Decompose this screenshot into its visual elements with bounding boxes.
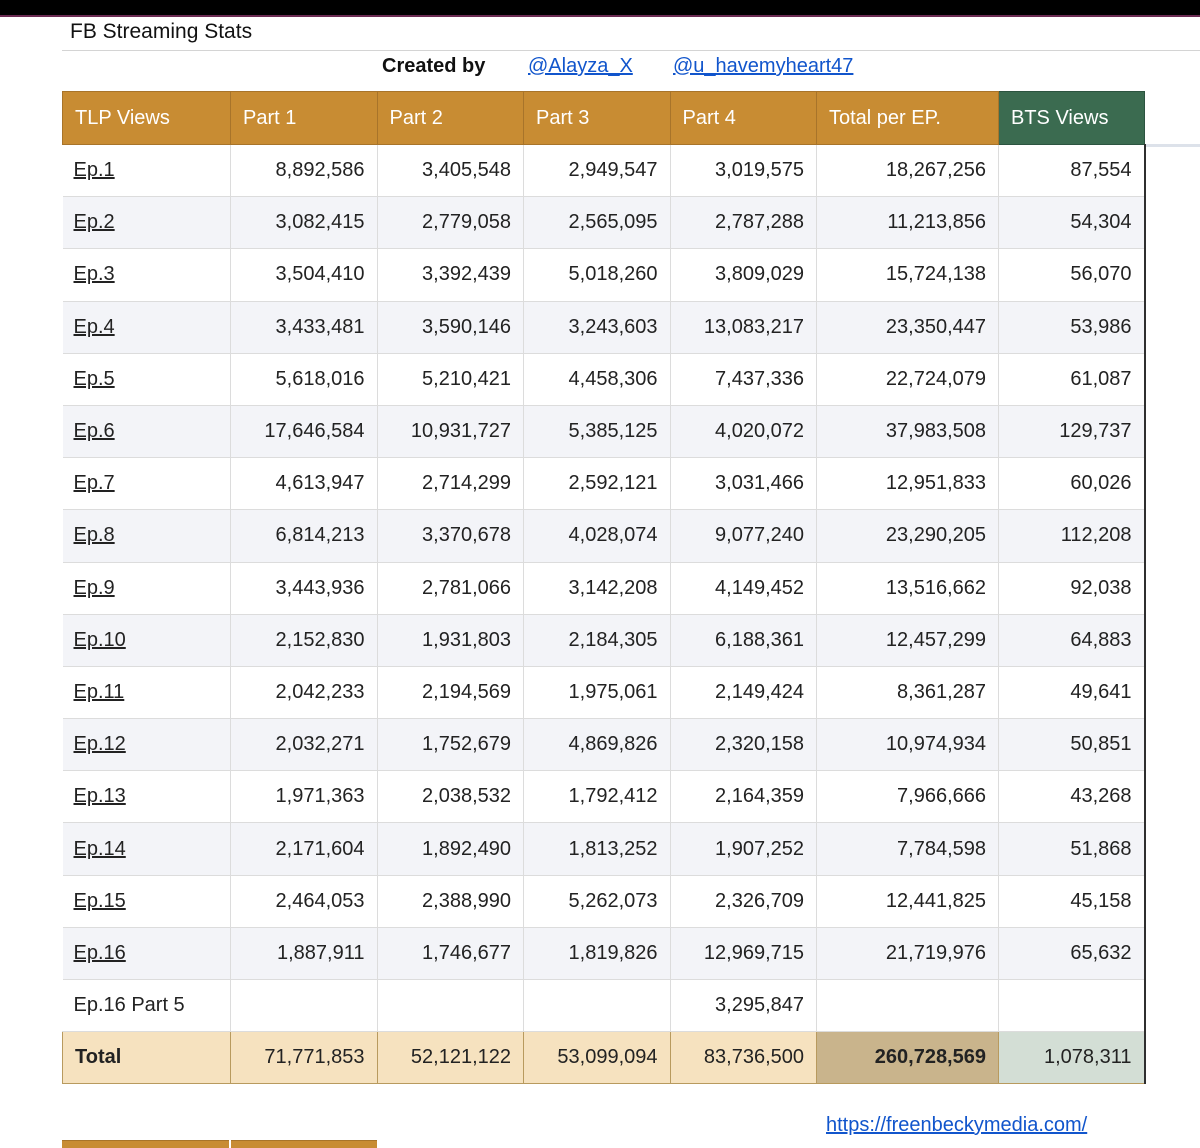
cell-episode[interactable] — [63, 875, 231, 927]
credit-link-alayza[interactable]: @Alayza_X — [528, 55, 633, 77]
cell-bts-views[interactable]: 65,632 — [999, 927, 1145, 979]
episode-link[interactable]: Ep.4 — [73, 315, 115, 338]
table-row — [63, 197, 1145, 249]
cell-part-3[interactable]: 1,975,061 — [524, 666, 671, 718]
table-row — [63, 614, 1145, 666]
cell-part-3[interactable]: 2,949,547 — [524, 145, 671, 197]
total-part-2[interactable]: 52,121,122 — [377, 1032, 524, 1084]
cell-bts-views[interactable]: 87,554 — [999, 145, 1145, 197]
cell-total-per-ep[interactable]: 15,724,138 — [817, 249, 999, 301]
cell-part-4[interactable]: 3,295,847 — [670, 980, 817, 1032]
cell-part-3[interactable]: 2,184,305 — [524, 614, 671, 666]
cell-part-4[interactable]: 13,083,217 — [670, 301, 817, 353]
episode-link[interactable]: Ep.10 — [73, 628, 126, 651]
cell-episode[interactable] — [63, 614, 231, 666]
cell-total-per-ep[interactable]: 10,974,934 — [817, 719, 999, 771]
cell-total-per-ep[interactable] — [817, 980, 999, 1032]
cell-bts-views[interactable]: 54,304 — [999, 197, 1145, 249]
cell-bts-views[interactable]: 112,208 — [999, 510, 1145, 562]
episode-link[interactable]: Ep.14 — [73, 837, 126, 860]
cell-total-per-ep[interactable]: 23,350,447 — [817, 301, 999, 353]
episode-link[interactable]: Ep.15 — [73, 889, 126, 912]
cell-total-per-ep[interactable]: 8,361,287 — [817, 666, 999, 718]
cell-part-4[interactable]: 2,787,288 — [670, 197, 817, 249]
cell-episode[interactable] — [63, 980, 231, 1032]
cell-part-2[interactable]: 2,038,532 — [377, 771, 524, 823]
cell-episode[interactable] — [63, 771, 231, 823]
cell-part-1[interactable]: 3,082,415 — [231, 197, 378, 249]
cell-episode[interactable] — [63, 353, 231, 405]
cell-part-3[interactable]: 5,018,260 — [524, 249, 671, 301]
cell-total-per-ep[interactable]: 7,784,598 — [817, 823, 999, 875]
header-edge-rule — [1146, 144, 1200, 147]
cell-part-1[interactable]: 3,433,481 — [231, 301, 378, 353]
cell-episode[interactable] — [63, 249, 231, 301]
cell-part-3[interactable]: 4,458,306 — [524, 353, 671, 405]
website-link[interactable]: https://freenbeckymedia.com/ — [826, 1114, 1088, 1136]
cell-part-3[interactable]: 3,243,603 — [524, 301, 671, 353]
episode-link[interactable]: Ep.8 — [73, 524, 115, 547]
cell-part-1[interactable]: 2,152,830 — [231, 614, 378, 666]
cell-bts-views[interactable]: 50,851 — [999, 719, 1145, 771]
cell-episode[interactable] — [63, 197, 231, 249]
table-row — [63, 666, 1145, 718]
table-row — [63, 458, 1145, 510]
cell-part-4[interactable]: 2,149,424 — [670, 666, 817, 718]
header-bts-views[interactable]: BTS Views — [999, 92, 1145, 145]
cell-part-1[interactable] — [231, 980, 378, 1032]
cell-part-4[interactable]: 6,188,361 — [670, 614, 817, 666]
cell-episode[interactable] — [63, 458, 231, 510]
cell-total-per-ep[interactable]: 11,213,856 — [817, 197, 999, 249]
cell-part-1[interactable]: 3,443,936 — [231, 562, 378, 614]
cell-part-1[interactable]: 1,887,911 — [231, 927, 378, 979]
cell-part-4[interactable]: 3,019,575 — [670, 145, 817, 197]
cell-bts-views[interactable]: 92,038 — [999, 562, 1145, 614]
cell-part-1[interactable]: 1,971,363 — [231, 771, 378, 823]
cell-part-3[interactable]: 5,385,125 — [524, 405, 671, 457]
cell-part-1[interactable]: 3,504,410 — [231, 249, 378, 301]
cell-part-1[interactable]: 6,814,213 — [231, 510, 378, 562]
cell-part-4[interactable]: 2,164,359 — [670, 771, 817, 823]
total-part-3[interactable]: 53,099,094 — [524, 1032, 671, 1084]
cell-part-1[interactable]: 17,646,584 — [231, 405, 378, 457]
cell-episode[interactable] — [63, 927, 231, 979]
cell-episode[interactable] — [63, 510, 231, 562]
cell-episode[interactable] — [63, 562, 231, 614]
totals-label[interactable]: Total — [63, 1032, 231, 1084]
cell-part-2[interactable]: 1,752,679 — [377, 719, 524, 771]
table-row — [63, 927, 1145, 979]
cell-bts-views[interactable]: 61,087 — [999, 353, 1145, 405]
cell-part-3[interactable]: 2,565,095 — [524, 197, 671, 249]
credits-row — [0, 55, 1200, 81]
cell-part-1[interactable]: 2,171,604 — [231, 823, 378, 875]
header-tlp-views[interactable]: TLP Views — [63, 92, 231, 145]
table-row — [63, 249, 1145, 301]
table-row — [63, 823, 1145, 875]
cell-bts-views[interactable]: 64,883 — [999, 614, 1145, 666]
episode-label: Ep.16 Part 5 — [73, 994, 185, 1017]
streaming-stats-table — [62, 91, 1146, 1084]
cell-part-2[interactable]: 3,392,439 — [377, 249, 524, 301]
episode-link[interactable]: Ep.6 — [73, 420, 115, 443]
cell-part-4[interactable]: 7,437,336 — [670, 353, 817, 405]
cell-part-4[interactable]: 9,077,240 — [670, 510, 817, 562]
cell-part-4[interactable]: 2,320,158 — [670, 719, 817, 771]
cell-bts-views[interactable]: 53,986 — [999, 301, 1145, 353]
table-body — [63, 145, 1145, 1032]
cell-part-3[interactable]: 4,028,074 — [524, 510, 671, 562]
episode-link[interactable]: Ep.13 — [73, 785, 126, 808]
cell-part-2[interactable]: 1,931,803 — [377, 614, 524, 666]
cell-part-2[interactable]: 5,210,421 — [377, 353, 524, 405]
cell-bts-views[interactable] — [999, 980, 1145, 1032]
top-window-bar — [0, 0, 1200, 16]
cell-part-2[interactable]: 3,405,548 — [377, 145, 524, 197]
totals-row — [63, 1032, 1145, 1084]
sheet-title: FB Streaming Stats — [70, 20, 253, 43]
table-row — [63, 771, 1145, 823]
cell-part-3[interactable] — [524, 980, 671, 1032]
cell-part-1[interactable]: 2,464,053 — [231, 875, 378, 927]
cell-part-2[interactable]: 2,194,569 — [377, 666, 524, 718]
cell-part-4[interactable]: 3,809,029 — [670, 249, 817, 301]
cell-part-3[interactable]: 1,813,252 — [524, 823, 671, 875]
episode-link[interactable]: Ep.2 — [73, 211, 115, 234]
cell-part-2[interactable]: 3,370,678 — [377, 510, 524, 562]
cell-total-per-ep[interactable]: 18,267,256 — [817, 145, 999, 197]
top-bar-accent — [0, 15, 1200, 17]
cell-part-2[interactable]: 2,388,990 — [377, 875, 524, 927]
cell-total-per-ep[interactable]: 7,966,666 — [817, 771, 999, 823]
cell-episode[interactable] — [63, 145, 231, 197]
cell-part-2[interactable]: 2,779,058 — [377, 197, 524, 249]
header-part-3[interactable]: Part 3 — [524, 92, 671, 145]
episode-link[interactable]: Ep.3 — [73, 263, 115, 286]
cell-part-3[interactable]: 1,819,826 — [524, 927, 671, 979]
cell-total-per-ep[interactable]: 12,441,825 — [817, 875, 999, 927]
header-part-4[interactable]: Part 4 — [670, 92, 817, 145]
cell-total-per-ep[interactable]: 12,457,299 — [817, 614, 999, 666]
table-row — [63, 145, 1145, 197]
cell-bts-views[interactable]: 45,158 — [999, 875, 1145, 927]
cell-part-3[interactable]: 1,792,412 — [524, 771, 671, 823]
cell-bts-views[interactable]: 60,026 — [999, 458, 1145, 510]
cell-part-1[interactable]: 5,618,016 — [231, 353, 378, 405]
cell-part-3[interactable]: 2,592,121 — [524, 458, 671, 510]
header-total-per-ep[interactable]: Total per EP. — [817, 92, 999, 145]
cell-episode[interactable] — [63, 405, 231, 457]
header-part-2[interactable]: Part 2 — [377, 92, 524, 145]
created-by-label: Created by — [382, 55, 486, 77]
cell-part-1[interactable]: 2,032,271 — [231, 719, 378, 771]
cell-part-4[interactable]: 4,149,452 — [670, 562, 817, 614]
table-row — [63, 510, 1145, 562]
cell-total-per-ep[interactable]: 12,951,833 — [817, 458, 999, 510]
cell-episode[interactable] — [63, 719, 231, 771]
cell-total-per-ep[interactable]: 13,516,662 — [817, 562, 999, 614]
cell-episode[interactable] — [63, 823, 231, 875]
table-row — [63, 562, 1145, 614]
cell-part-4[interactable]: 2,326,709 — [670, 875, 817, 927]
episode-link[interactable]: Ep.1 — [73, 159, 115, 182]
episode-link[interactable]: Ep.7 — [73, 472, 115, 495]
title-divider — [62, 50, 1200, 51]
cell-bts-views[interactable]: 56,070 — [999, 249, 1145, 301]
episode-link[interactable]: Ep.12 — [73, 733, 126, 756]
cell-part-4[interactable]: 3,031,466 — [670, 458, 817, 510]
cell-bts-views[interactable]: 49,641 — [999, 666, 1145, 718]
cell-part-2[interactable]: 1,746,677 — [377, 927, 524, 979]
cell-part-2[interactable]: 2,781,066 — [377, 562, 524, 614]
table-row — [63, 980, 1145, 1032]
cell-part-1[interactable]: 4,613,947 — [231, 458, 378, 510]
table-row — [63, 301, 1145, 353]
total-part-1[interactable]: 71,771,853 — [231, 1032, 378, 1084]
total-part-4[interactable]: 83,736,500 — [670, 1032, 817, 1084]
cell-episode[interactable] — [63, 301, 231, 353]
cell-total-per-ep[interactable]: 23,290,205 — [817, 510, 999, 562]
cell-part-3[interactable]: 4,869,826 — [524, 719, 671, 771]
cell-part-1[interactable]: 8,892,586 — [231, 145, 378, 197]
cell-total-per-ep[interactable]: 22,724,079 — [817, 353, 999, 405]
cell-part-4[interactable]: 4,020,072 — [670, 405, 817, 457]
episode-link[interactable]: Ep.16 — [73, 941, 126, 964]
cell-part-4[interactable]: 12,969,715 — [670, 927, 817, 979]
header-row — [63, 92, 1145, 145]
cell-part-3[interactable]: 3,142,208 — [524, 562, 671, 614]
cell-part-2[interactable]: 1,892,490 — [377, 823, 524, 875]
grand-total[interactable]: 260,728,569 — [817, 1032, 999, 1084]
total-bts-views[interactable]: 1,078,311 — [999, 1032, 1145, 1084]
episode-link[interactable]: Ep.9 — [73, 576, 115, 599]
episode-link[interactable]: Ep.5 — [73, 367, 115, 390]
cell-part-2[interactable]: 10,931,727 — [377, 405, 524, 457]
table-row — [63, 405, 1145, 457]
cell-episode[interactable] — [63, 666, 231, 718]
credit-link-havemyheart[interactable]: @u_havemyheart47 — [673, 55, 854, 77]
episode-link[interactable]: Ep.11 — [73, 680, 125, 703]
cell-bts-views[interactable]: 51,868 — [999, 823, 1145, 875]
cell-bts-views[interactable]: 129,737 — [999, 405, 1145, 457]
table-row — [63, 353, 1145, 405]
cell-part-3[interactable]: 5,262,073 — [524, 875, 671, 927]
cell-part-4[interactable]: 1,907,252 — [670, 823, 817, 875]
table-row — [63, 719, 1145, 771]
table-row — [63, 875, 1145, 927]
cell-part-2[interactable]: 2,714,299 — [377, 458, 524, 510]
cell-part-2[interactable] — [377, 980, 524, 1032]
cell-total-per-ep[interactable]: 37,983,508 — [817, 405, 999, 457]
cell-bts-views[interactable]: 43,268 — [999, 771, 1145, 823]
cell-total-per-ep[interactable]: 21,719,976 — [817, 927, 999, 979]
cell-part-1[interactable]: 2,042,233 — [231, 666, 378, 718]
header-part-1[interactable]: Part 1 — [231, 92, 378, 145]
cell-part-2[interactable]: 3,590,146 — [377, 301, 524, 353]
